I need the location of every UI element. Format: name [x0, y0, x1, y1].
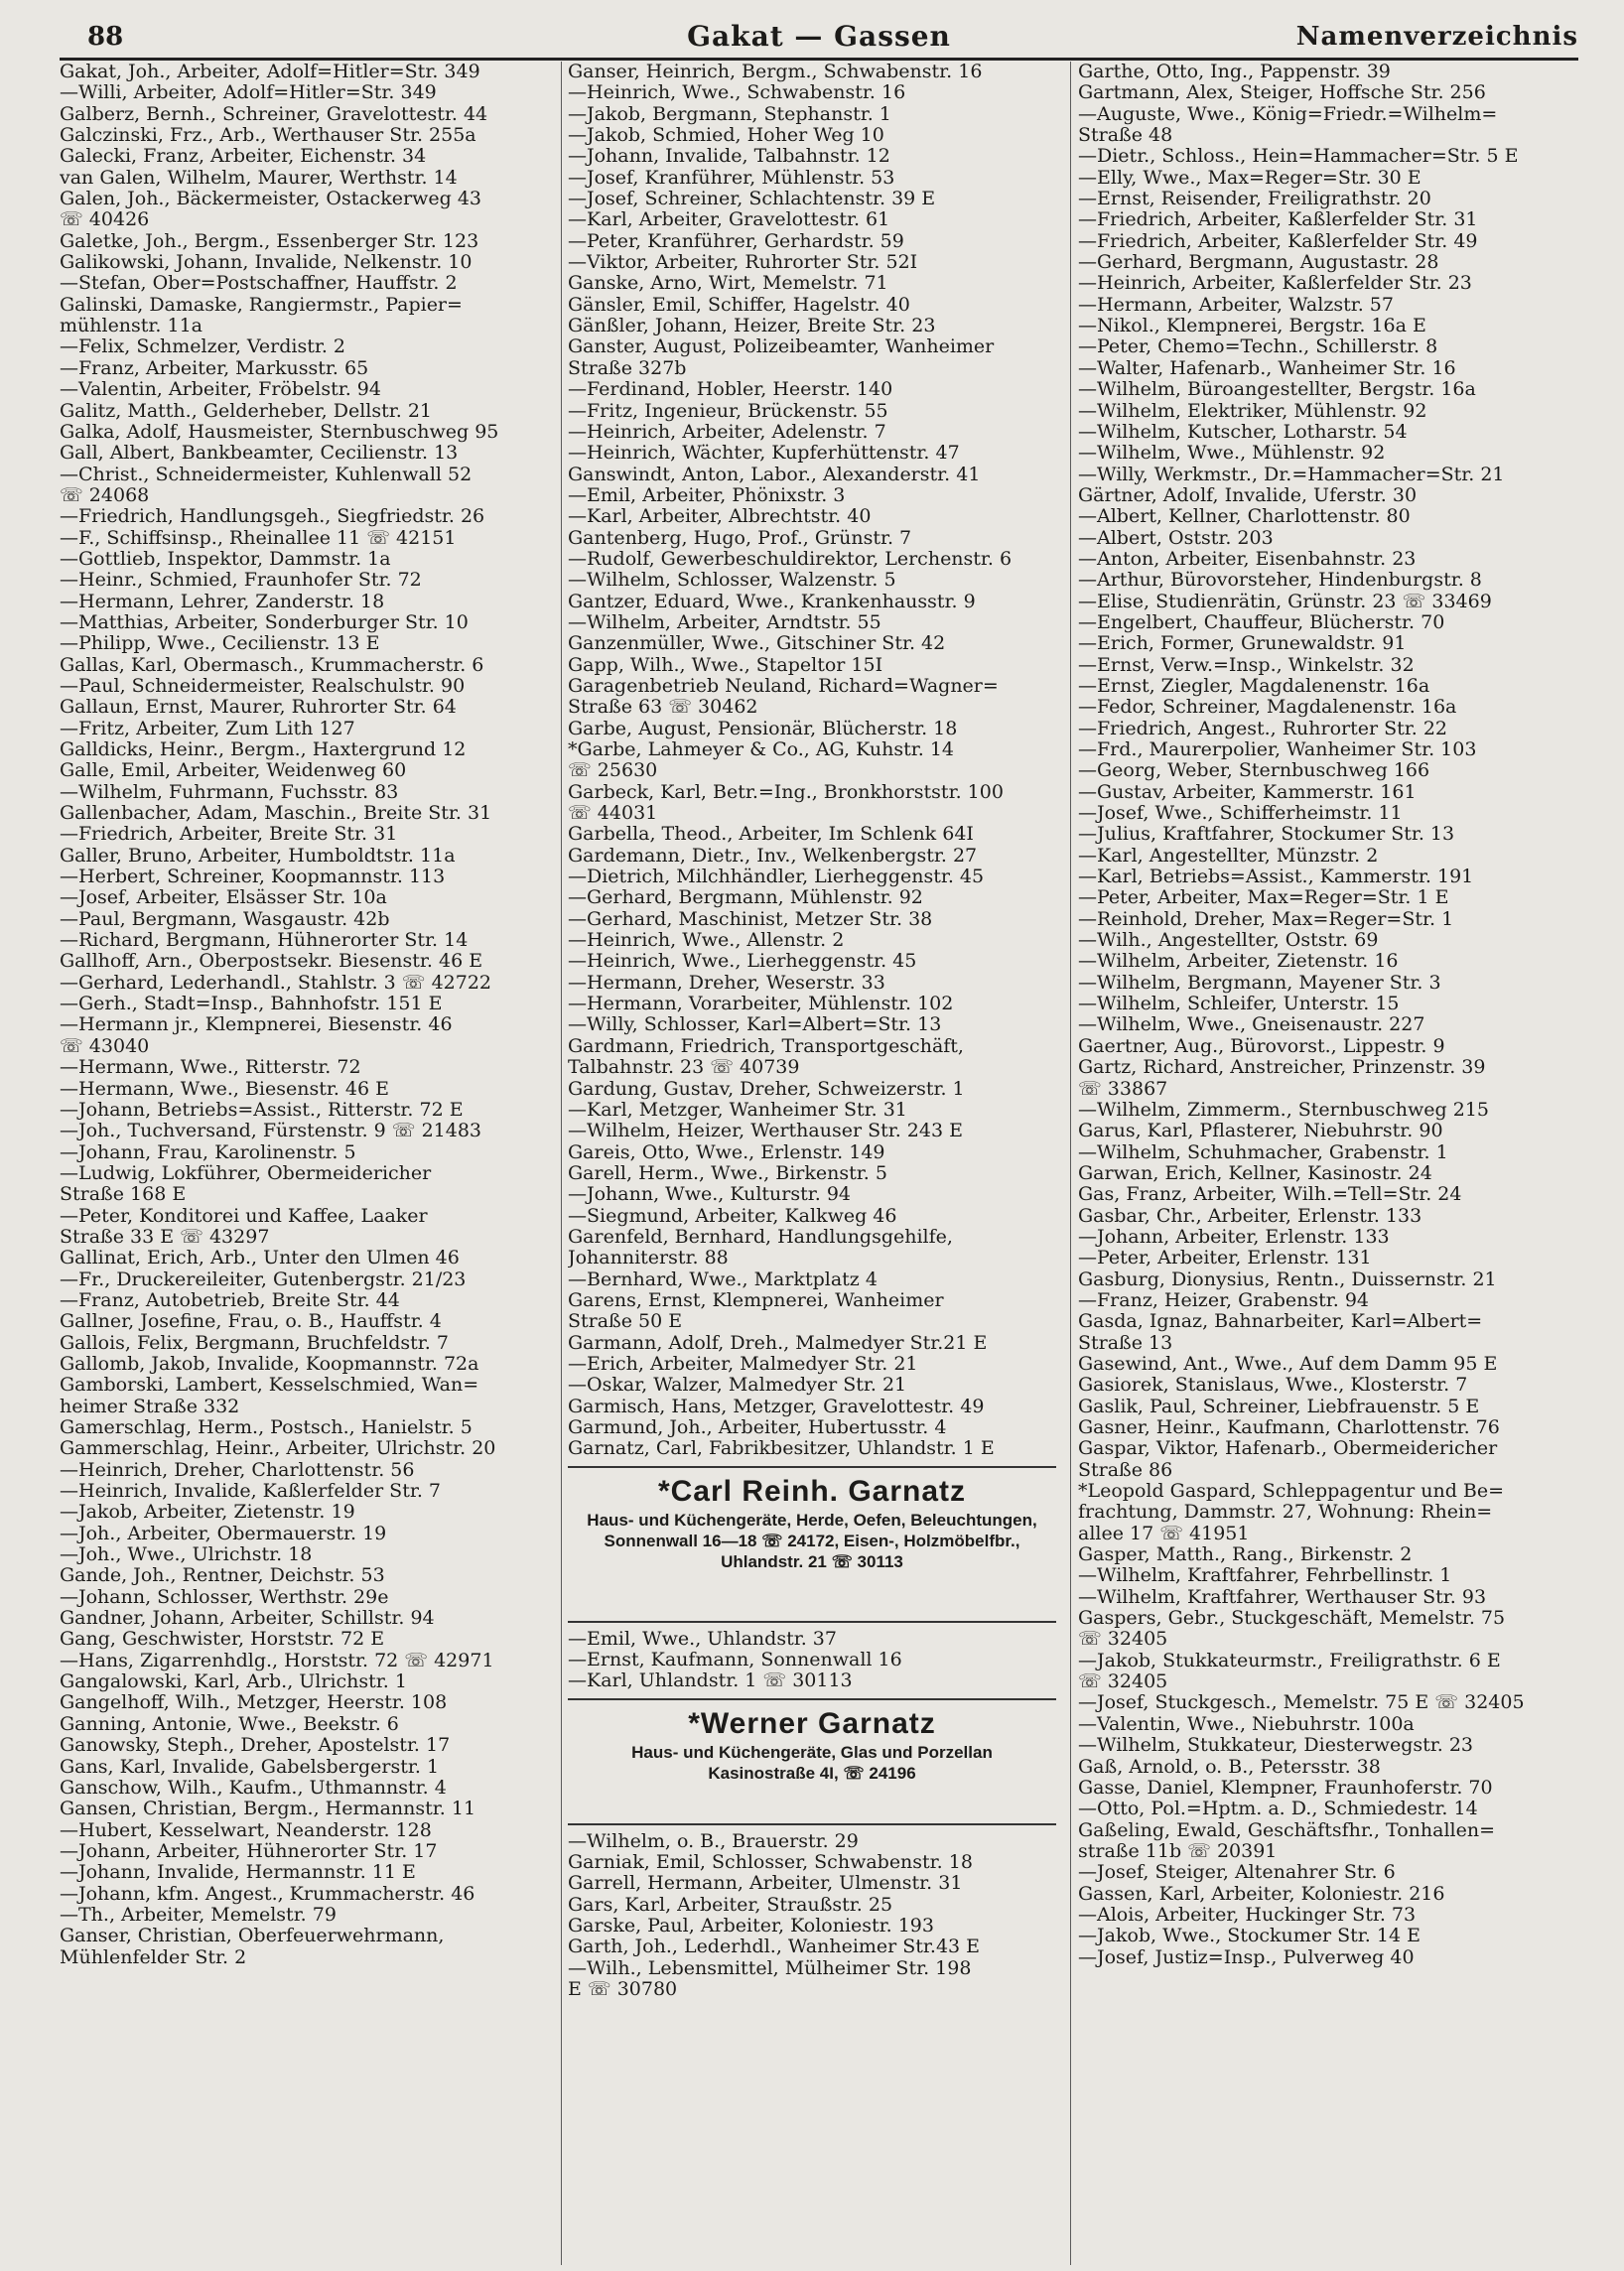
directory-entry: Gakat, Joh., Arbeiter, Adolf=Hitler=Str. 349 [60, 62, 480, 82]
directory-entry: —Karl, Betriebs=Assist., Kammerstr. 191 [1078, 866, 1474, 888]
directory-entry: —Fritz, Ingenieur, Brückenstr. 55 [568, 399, 888, 422]
directory-entry: Straße 33 E ☏ 43297 [60, 1225, 270, 1248]
directory-entry: —Richard, Bergmann, Hühnerorter Str. 14 [60, 929, 469, 952]
directory-entry: frachtung, Dammstr. 27, Wohnung: Rhein= [1078, 1501, 1493, 1524]
directory-entry: *Leopold Gaspard, Schleppagentur und Be= [1078, 1480, 1505, 1503]
running-title: Gakat — Gassen [687, 20, 951, 53]
directory-entry: Gallomb, Jakob, Invalide, Koopmannstr. 72a [60, 1352, 479, 1375]
directory-entry: —Karl, Metzger, Wanheimer Str. 31 [568, 1098, 907, 1121]
directory-entry: Galetke, Joh., Bergm., Essenberger Str. 123 [60, 229, 479, 252]
directory-entry: —Franz, Arbeiter, Markusstr. 65 [60, 356, 369, 379]
directory-entry: ☏ 25630 [568, 759, 658, 782]
page-header [60, 14, 1578, 61]
directory-entry: —Ernst, Ziegler, Magdalenenstr. 16a [1078, 674, 1430, 697]
directory-entry: Gallois, Felix, Bergmann, Bruchfeldstr. 7 [60, 1331, 449, 1354]
directory-entry: —Gottlieb, Inspektor, Dammstr. 1a [60, 547, 391, 570]
directory-entry: —Gerhard, Bergmann, Augustastr. 28 [1078, 251, 1439, 274]
directory-entry: Straße 48 [1078, 124, 1173, 147]
directory-entry: —Felix, Schmelzer, Verdistr. 2 [60, 335, 345, 358]
directory-entry: —Karl, Uhlandstr. 1 ☏ 30113 [568, 1670, 853, 1692]
directory-entry: Straße 168 E [60, 1183, 187, 1206]
directory-entry: Garnatz, Carl, Fabrikbesitzer, Uhlandstr. 1 E [568, 1437, 995, 1460]
directory-entry: —Walter, Hafenarb., Wanheimer Str. 16 [1078, 356, 1456, 379]
directory-entry: —Willi, Arbeiter, Adolf=Hitler=Str. 349 [60, 81, 437, 104]
directory-entry: —Emil, Arbeiter, Phönixstr. 3 [568, 483, 846, 506]
directory-entry: —Hermann, Dreher, Weserstr. 33 [568, 971, 885, 994]
directory-entry: —Dietr., Schloss., Hein=Hammacher=Str. 5 E [1078, 145, 1519, 168]
directory-entry: —Wilhelm, Schleifer, Unterstr. 15 [1078, 993, 1400, 1015]
directory-entry: Straße 86 [1078, 1458, 1173, 1481]
directory-entry: Gasda, Ignaz, Bahnarbeiter, Karl=Albert= [1078, 1310, 1483, 1333]
directory-entry: —Johann, Invalide, Talbahnstr. 12 [568, 145, 890, 168]
directory-entry: Gallenbacher, Adam, Maschin., Breite Str. 31 [60, 802, 492, 825]
directory-entry: —Friedrich, Arbeiter, Kaßlerfelder Str. 31 [1078, 208, 1478, 231]
directory-entry: Gassen, Karl, Arbeiter, Koloniestr. 216 [1078, 1882, 1445, 1905]
directory-entry: —Stefan, Ober=Postschaffner, Hauffstr. 2 [60, 272, 458, 295]
directory-entry: —Heinrich, Dreher, Charlottenstr. 56 [60, 1458, 415, 1481]
directory-entry: Garell, Herm., Wwe., Birkenstr. 5 [568, 1161, 887, 1184]
directory-entry: —Heinrich, Arbeiter, Kaßlerfelder Str. 23 [1078, 272, 1472, 295]
directory-entry: —Otto, Pol.=Hptm. a. D., Schmiedestr. 14 [1078, 1798, 1478, 1820]
directory-entry: Gandner, Johann, Arbeiter, Schillstr. 94 [60, 1607, 435, 1630]
directory-entry: —Th., Arbeiter, Memelstr. 79 [60, 1903, 337, 1926]
directory-entry: Ganser, Christian, Oberfeuerwehrmann, [60, 1925, 445, 1947]
directory-entry: Gammerschlag, Heinr., Arbeiter, Ulrichstr. 20 [60, 1437, 496, 1460]
directory-entry: —Franz, Heizer, Grabenstr. 94 [1078, 1288, 1370, 1311]
directory-entry: Ganzenmüller, Wwe., Gitschiner Str. 42 [568, 632, 946, 655]
directory-entry: Garbeck, Karl, Betr.=Ing., Bronkhorststr. 100 [568, 780, 1004, 803]
directory-entry: —Philipp, Wwe., Cecilienstr. 13 E [60, 632, 380, 655]
directory-entry: —Josef, Stuckgesch., Memelstr. 75 E ☏ 32405 [1078, 1691, 1525, 1714]
directory-entry: —Willy, Werkmstr., Dr.=Hammacher=Str. 21 [1078, 463, 1505, 485]
directory-entry: Galitz, Matth., Gelderheber, Dellstr. 21 [60, 399, 433, 422]
directory-column-1 [60, 62, 548, 1968]
directory-entry: Gas, Franz, Arbeiter, Wilh.=Tell=Str. 24 [1078, 1183, 1462, 1206]
directory-entry: —Anton, Arbeiter, Eisenbahnstr. 23 [1078, 547, 1417, 570]
directory-entry: Gasburg, Dionysius, Rentn., Duissernstr. 21 [1078, 1268, 1497, 1290]
directory-entry: —Johann, Arbeiter, Hühnerorter Str. 17 [60, 1839, 438, 1862]
directory-entry: —Paul, Bergmann, Wasgaustr. 42b [60, 907, 390, 930]
directory-entry: Ganster, August, Polizeibeamter, Wanheimer [568, 335, 995, 358]
directory-entry: Galler, Bruno, Arbeiter, Humboldtstr. 11a [60, 844, 456, 867]
directory-entry: Gang, Geschwister, Horststr. 72 E [60, 1628, 385, 1651]
section-title: Namenverzeichnis [1295, 22, 1578, 52]
directory-entry: Gartz, Richard, Anstreicher, Prinzenstr. 39 [1078, 1056, 1486, 1079]
directory-entry: —Friedrich, Handlungsgeh., Siegfriedstr. 26 [60, 505, 485, 528]
directory-entry: Galle, Emil, Arbeiter, Weidenweg 60 [60, 759, 407, 782]
directory-entry: Garth, Joh., Lederhdl., Wanheimer Str.43 E [568, 1936, 981, 1958]
directory-entry: ☏ 24068 [60, 483, 150, 506]
directory-entry: —Karl, Angestellter, Münzstr. 2 [1078, 844, 1379, 867]
directory-entry: —Wilh., Angestellter, Oststr. 69 [1078, 929, 1379, 952]
directory-entry: Garenfeld, Bernhard, Handlungsgehilfe, [568, 1225, 953, 1248]
directory-entry: —Hermann jr., Klempnerei, Biesenstr. 46 [60, 1013, 453, 1036]
directory-entry: Gardmann, Friedrich, Transportgeschäft, [568, 1034, 964, 1057]
directory-entry: Garagenbetrieb Neuland, Richard=Wagner= [568, 674, 999, 697]
directory-entry: Johanniterstr. 88 [568, 1247, 729, 1269]
directory-entry: Garus, Karl, Pflasterer, Niebuhrstr. 90 [1078, 1120, 1443, 1142]
directory-entry: —Joh., Wwe., Ulrichstr. 18 [60, 1543, 313, 1566]
directory-entry: —Wilhelm, Kraftfahrer, Werthauser Str. 93 [1078, 1585, 1487, 1608]
column-2-entries-b [568, 1629, 1056, 1692]
directory-entry: Garthe, Otto, Ing., Pappenstr. 39 [1078, 62, 1391, 82]
directory-entry: —Heinrich, Wwe., Lierheggenstr. 45 [568, 950, 917, 973]
directory-entry: Gallaun, Ernst, Maurer, Ruhrorter Str. 64 [60, 696, 457, 719]
directory-entry: Gapp, Wilh., Wwe., Stapeltor 15I [568, 653, 883, 676]
directory-entry: —Wilhelm, Bergmann, Mayener Str. 3 [1078, 971, 1441, 994]
directory-entry: —Rudolf, Gewerbeschuldirektor, Lerchenstr. 6 [568, 547, 1013, 570]
directory-entry: Gasbar, Chr., Arbeiter, Erlenstr. 133 [1078, 1204, 1422, 1227]
directory-column-3 [1078, 62, 1566, 1968]
directory-entry: Gangalowski, Karl, Arb., Ulrichstr. 1 [60, 1670, 407, 1693]
directory-entry: —Willy, Schlosser, Karl=Albert=Str. 13 [568, 1013, 942, 1036]
directory-entry: —Josef, Steiger, Altenahrer Str. 6 [1078, 1861, 1396, 1884]
directory-entry: —Fedor, Schreiner, Magdalenenstr. 16a [1078, 696, 1457, 719]
directory-entry: —Wilhelm, Kutscher, Lotharstr. 54 [1078, 420, 1408, 443]
directory-column-2 [568, 62, 1056, 2000]
directory-entry: —Hermann, Arbeiter, Walzstr. 57 [1078, 293, 1394, 316]
directory-entry: —Engelbert, Chauffeur, Blücherstr. 70 [1078, 610, 1445, 633]
directory-entry: —Reinhold, Dreher, Max=Reger=Str. 1 [1078, 907, 1454, 930]
directory-entry: Galldicks, Heinr., Bergm., Haxtergrund 12 [60, 738, 467, 760]
directory-entry: Garmann, Adolf, Dreh., Malmedyer Str.21 E [568, 1331, 988, 1354]
directory-entry: —Wilhelm, Stukkateur, Diesterwegstr. 23 [1078, 1734, 1474, 1757]
directory-entry: Galecki, Franz, Arbeiter, Eichenstr. 34 [60, 145, 427, 168]
directory-entry: —Erich, Arbeiter, Malmedyer Str. 21 [568, 1352, 918, 1375]
directory-entry: —Wilhelm, Elektriker, Mühlenstr. 92 [1078, 399, 1427, 422]
ad-company-name: *Werner Garnatz [688, 1706, 936, 1740]
directory-entry: —Johann, kfm. Angest., Krummacherstr. 46 [60, 1882, 475, 1905]
directory-entry: Talbahnstr. 23 ☏ 40739 [568, 1056, 800, 1079]
directory-entry: E ☏ 30780 [568, 1978, 678, 2001]
directory-entry: —Ernst, Verw.=Insp., Winkelstr. 32 [1078, 653, 1415, 676]
directory-entry: Gasse, Daniel, Klempner, Fraunhoferstr. 70 [1078, 1776, 1493, 1799]
directory-entry: —Johann, Invalide, Hermannstr. 11 E [60, 1861, 416, 1884]
directory-entry: —Siegmund, Arbeiter, Kalkweg 46 [568, 1204, 897, 1227]
directory-entry: —Albert, Oststr. 203 [1078, 526, 1274, 549]
directory-entry: Ganske, Arno, Wirt, Memelstr. 71 [568, 272, 888, 295]
directory-entry: Gärtner, Adolf, Invalide, Uferstr. 30 [1078, 483, 1418, 506]
directory-entry: —Oskar, Walzer, Malmedyer Str. 21 [568, 1374, 907, 1397]
directory-entry: Ganswindt, Anton, Labor., Alexanderstr. 41 [568, 463, 981, 485]
directory-entry: —Dietrich, Milchhändler, Lierheggenstr. 45 [568, 866, 985, 888]
directory-entry: Garrell, Hermann, Arbeiter, Ulmenstr. 31 [568, 1872, 963, 1895]
directory-entry: —Johann, Schlosser, Werthstr. 29e [60, 1585, 389, 1608]
directory-entry: Garbe, August, Pensionär, Blücherstr. 18 [568, 717, 958, 739]
directory-entry: —Johann, Frau, Karolinenstr. 5 [60, 1140, 356, 1163]
column-2-entries-a [568, 62, 1056, 1460]
directory-entry: —Jakob, Bergmann, Stephanstr. 1 [568, 102, 891, 125]
directory-entry: —Wilhelm, Schuhmacher, Grabenstr. 1 [1078, 1140, 1448, 1163]
directory-entry: Gasiorek, Stanislaus, Wwe., Klosterstr. 7 [1078, 1374, 1468, 1397]
directory-entry: —Julius, Kraftfahrer, Stockumer Str. 13 [1078, 823, 1455, 846]
directory-entry: Gars, Karl, Arbeiter, Straußstr. 25 [568, 1893, 893, 1916]
directory-entry: Garwan, Erich, Kellner, Kasinostr. 24 [1078, 1161, 1432, 1184]
directory-entry: Straße 63 ☏ 30462 [568, 696, 758, 719]
directory-entry: Galka, Adolf, Hausmeister, Sternbuschweg 95 [60, 420, 499, 443]
directory-entry: —Hubert, Kesselwart, Neanderstr. 128 [60, 1818, 432, 1841]
directory-entry: Ganowsky, Steph., Dreher, Apostelstr. 17 [60, 1734, 451, 1757]
directory-entry: —Ernst, Kaufmann, Sonnenwall 16 [568, 1649, 902, 1671]
directory-entry: —Ernst, Reisender, Freiligrathstr. 20 [1078, 188, 1431, 210]
directory-entry: —Frd., Maurerpolier, Wanheimer Str. 103 [1078, 738, 1477, 760]
directory-entry: —Johann, Wwe., Kulturstr. 94 [568, 1183, 852, 1206]
directory-entry: —Karl, Arbeiter, Gravelottestr. 61 [568, 208, 890, 231]
directory-entry: —Jakob, Stukkateurmstr., Freiligrathstr. 6 E [1078, 1649, 1501, 1671]
column-divider [1070, 62, 1071, 2265]
directory-entry: Gaßeling, Ewald, Geschäftsfhr., Tonhallen= [1078, 1818, 1496, 1841]
directory-entry: van Galen, Wilhelm, Maurer, Werthstr. 14 [60, 166, 458, 189]
directory-entry: —Wilhelm, Fuhrmann, Fuchsstr. 83 [60, 780, 399, 803]
directory-entry: Gaslik, Paul, Schreiner, Liebfrauenstr. 5 E [1078, 1395, 1480, 1417]
directory-entry: Gardemann, Dietr., Inv., Welkenbergstr. 27 [568, 844, 978, 867]
directory-entry: —Josef, Arbeiter, Elsässer Str. 10a [60, 886, 387, 909]
directory-entry: —Gerhard, Bergmann, Mühlenstr. 92 [568, 886, 923, 909]
directory-entry: ☏ 32405 [1078, 1628, 1168, 1651]
directory-entry: —Valentin, Arbeiter, Fröbelstr. 94 [60, 378, 381, 401]
directory-entry: Garniak, Emil, Schlosser, Schwabenstr. 18 [568, 1851, 973, 1874]
directory-entry: Gantzer, Eduard, Wwe., Krankenhausstr. 9 [568, 590, 976, 612]
directory-entry: —Paul, Schneidermeister, Realschulstr. 90 [60, 674, 466, 697]
directory-entry: Gallinat, Erich, Arb., Unter den Ulmen 46 [60, 1247, 460, 1269]
directory-entry: —Josef, Wwe., Schifferheimstr. 11 [1078, 802, 1403, 825]
directory-entry: —Hermann, Lehrer, Zanderstr. 18 [60, 590, 385, 612]
directory-entry: Gaß, Arnold, o. B., Petersstr. 38 [1078, 1755, 1381, 1778]
directory-entry: —Fr., Druckereileiter, Gutenbergstr. 21/23 [60, 1268, 467, 1290]
directory-entry: allee 17 ☏ 41951 [1078, 1522, 1250, 1544]
directory-entry: —Hermann, Vorarbeiter, Mühlenstr. 102 [568, 993, 954, 1015]
directory-entry: —Wilhelm, Arbeiter, Zietenstr. 16 [1078, 950, 1399, 973]
directory-entry: —Nikol., Klempnerei, Bergstr. 16a E [1078, 315, 1426, 337]
directory-entry: —Wilh., Lebensmittel, Mülheimer Str. 198 [568, 1956, 972, 1979]
directory-entry: ☏ 40426 [60, 208, 150, 231]
directory-entry: Gallhoff, Arn., Oberpostsekr. Biesenstr. 46 E [60, 950, 483, 973]
directory-entry: Galinski, Damaske, Rangiermstr., Papier= [60, 293, 463, 316]
directory-entry: —Peter, Chemo=Techn., Schillerstr. 8 [1078, 335, 1438, 358]
directory-entry: —Franz, Autobetrieb, Breite Str. 44 [60, 1288, 400, 1311]
directory-entry: —Heinr., Schmied, Fraunhofer Str. 72 [60, 569, 422, 592]
directory-entry: —Jakob, Schmied, Hoher Weg 10 [568, 124, 884, 147]
directory-entry: ☏ 33867 [1078, 1077, 1168, 1100]
directory-entry: —Gustav, Arbeiter, Kammerstr. 161 [1078, 780, 1417, 803]
directory-entry: Ganser, Heinrich, Bergm., Schwabenstr. 16 [568, 62, 983, 82]
directory-entry: Gasper, Matth., Rang., Birkenstr. 2 [1078, 1543, 1413, 1566]
directory-entry: —Hans, Zigarrenhdlg., Horststr. 72 ☏ 42971 [60, 1649, 494, 1671]
directory-entry: *Garbe, Lahmeyer & Co., AG, Kuhstr. 14 [568, 738, 955, 760]
directory-entry: Straße 50 E [568, 1310, 683, 1333]
directory-entry: Gallas, Karl, Obermasch., Krummacherstr. 6 [60, 653, 484, 676]
directory-entry: Gardung, Gustav, Dreher, Schweizerstr. 1 [568, 1077, 965, 1100]
directory-entry: —Georg, Weber, Sternbuschweg 166 [1078, 759, 1430, 782]
directory-entry: —Gerhard, Maschinist, Metzer Str. 38 [568, 907, 933, 930]
directory-entry: —Elise, Studienrätin, Grünstr. 23 ☏ 33469 [1078, 590, 1492, 612]
directory-entry: —Josef, Schreiner, Schlachtenstr. 39 E [568, 188, 936, 210]
directory-entry: Gans, Karl, Invalide, Gabelsbergerstr. 1 [60, 1755, 440, 1778]
directory-entry: —Wilhelm, Wwe., Mühlenstr. 92 [1078, 442, 1386, 465]
directory-entry: Gasner, Heinr., Kaufmann, Charlottenstr. 76 [1078, 1416, 1500, 1438]
directory-entry: —Ferdinand, Hobler, Heerstr. 140 [568, 378, 893, 401]
directory-entry: —Heinrich, Wächter, Kupferhüttenstr. 47 [568, 442, 960, 465]
directory-entry: —Herbert, Schreiner, Koopmannstr. 113 [60, 866, 446, 888]
directory-entry: —Heinrich, Arbeiter, Adelenstr. 7 [568, 420, 886, 443]
directory-entry: —Wilhelm, Kraftfahrer, Fehrbellinstr. 1 [1078, 1564, 1452, 1587]
directory-entry: —Heinrich, Invalide, Kaßlerfelder Str. 7 [60, 1480, 441, 1503]
directory-entry: Gaertner, Aug., Bürovorst., Lippestr. 9 [1078, 1034, 1445, 1057]
directory-entry: straße 11b ☏ 20391 [1078, 1839, 1278, 1862]
directory-entry: Ganning, Antonie, Wwe., Beekstr. 6 [60, 1712, 399, 1735]
directory-entry: Garens, Ernst, Klempnerei, Wanheimer [568, 1288, 944, 1311]
directory-entry: —Hermann, Wwe., Biesenstr. 46 E [60, 1077, 390, 1100]
directory-entry: Garbella, Theod., Arbeiter, Im Schlenk 64I [568, 823, 974, 846]
directory-entry: Straße 327b [568, 356, 687, 379]
directory-entry: Gasewind, Ant., Wwe., Auf dem Damm 95 E [1078, 1352, 1498, 1375]
directory-entry: —Peter, Konditorei und Kaffee, Laaker [60, 1204, 428, 1227]
directory-entry: —Peter, Arbeiter, Max=Reger=Str. 1 E [1078, 886, 1449, 909]
directory-entry: —Wilhelm, Heizer, Werthauser Str. 243 E [568, 1120, 963, 1142]
directory-entry: Gangelhoff, Wilh., Metzger, Heerstr. 108 [60, 1691, 448, 1714]
directory-entry: Gansen, Christian, Bergm., Hermannstr. 11 [60, 1798, 476, 1820]
directory-entry: Galen, Joh., Bäckermeister, Ostackerweg 43 [60, 188, 482, 210]
directory-entry: Garske, Paul, Arbeiter, Koloniestr. 193 [568, 1915, 934, 1937]
directory-entry: Gamborski, Lambert, Kesselschmied, Wan= [60, 1374, 479, 1397]
directory-entry: —Gerhard, Lederhandl., Stahlstr. 3 ☏ 42722 [60, 971, 492, 994]
directory-entry: —Albert, Kellner, Charlottenstr. 80 [1078, 505, 1411, 528]
directory-entry: Gänßler, Johann, Heizer, Breite Str. 23 [568, 315, 936, 337]
directory-entry: —Friedrich, Angest., Ruhrorter Str. 22 [1078, 717, 1448, 739]
directory-entry: Garmund, Joh., Arbeiter, Hubertusstr. 4 [568, 1416, 947, 1438]
directory-entry: —F., Schiffsinsp., Rheinallee 11 ☏ 42151 [60, 526, 457, 549]
directory-entry: Gartmann, Alex, Steiger, Hoffsche Str. 256 [1078, 81, 1486, 104]
advertisement-carl-garnatz [568, 1466, 1056, 1623]
directory-entry: —Peter, Arbeiter, Erlenstr. 131 [1078, 1247, 1372, 1269]
directory-entry: —Joh., Tuchversand, Fürstenstr. 9 ☏ 21483 [60, 1120, 482, 1142]
directory-entry: Ganschow, Wilh., Kaufm., Uthmannstr. 4 [60, 1776, 447, 1799]
directory-entry: —Wilhelm, Wwe., Gneisenaustr. 227 [1078, 1013, 1425, 1036]
directory-entry: —Johann, Arbeiter, Erlenstr. 133 [1078, 1225, 1390, 1248]
directory-entry: Gall, Albert, Bankbeamter, Cecilienstr. 13 [60, 442, 459, 465]
directory-entry: Galczinski, Frz., Arb., Werthauser Str. 255a [60, 124, 476, 147]
directory-entry: —Wilhelm, o. B., Brauerstr. 29 [568, 1829, 859, 1852]
directory-entry: —Joh., Arbeiter, Obermauerstr. 19 [60, 1522, 387, 1544]
directory-entry: —Elly, Wwe., Max=Reger=Str. 30 E [1078, 166, 1421, 189]
directory-entry: —Johann, Betriebs=Assist., Ritterstr. 72 E [60, 1098, 464, 1121]
directory-entry: —Fritz, Arbeiter, Zum Lith 127 [60, 717, 355, 739]
directory-entry: Gamerschlag, Herm., Postsch., Hanielstr. 5 [60, 1416, 473, 1438]
directory-entry: —Arthur, Bürovorsteher, Hindenburgstr. 8 [1078, 569, 1482, 592]
directory-entry: —Friedrich, Arbeiter, Breite Str. 31 [60, 823, 398, 846]
directory-entry: —Heinrich, Wwe., Allenstr. 2 [568, 929, 845, 952]
directory-entry: Straße 13 [1078, 1331, 1173, 1354]
ad-description: Haus- und Küchengeräte, Herde, Oefen, Beleuchtungen, Sonnenwall 16—18 ☏ 24172, Eisen-, Holzmöbelfbr., Uhlandstr. 21 ☏ 30113 [587, 1510, 1037, 1571]
directory-entry: —Jakob, Arbeiter, Zietenstr. 19 [60, 1501, 355, 1524]
ad-company-name: *Carl Reinh. Garnatz [657, 1474, 967, 1508]
directory-entry: —Wilhelm, Schlosser, Walzenstr. 5 [568, 569, 896, 592]
directory-entry: Galikowski, Johann, Invalide, Nelkenstr. 10 [60, 251, 473, 274]
directory-entry: Galberz, Bernh., Schreiner, Gravelottestr. 44 [60, 102, 488, 125]
directory-entry: mühlenstr. 11a [60, 315, 203, 337]
directory-entry: Gaspar, Viktor, Hafenarb., Obermeidericher [1078, 1437, 1498, 1460]
directory-entry: —Valentin, Wwe., Niebuhrstr. 100a [1078, 1712, 1415, 1735]
directory-entry: —Bernhard, Wwe., Marktplatz 4 [568, 1268, 878, 1290]
page-number: 88 [87, 22, 124, 52]
advertisement-werner-garnatz [568, 1698, 1056, 1825]
directory-entry: —Christ., Schneidermeister, Kuhlenwall 52 [60, 463, 473, 485]
directory-entry: —Emil, Wwe., Uhlandstr. 37 [568, 1627, 837, 1650]
directory-entry: ☏ 32405 [1078, 1670, 1168, 1693]
directory-entry: —Josef, Kranführer, Mühlenstr. 53 [568, 166, 895, 189]
directory-entry: —Ludwig, Lokführer, Obermeidericher [60, 1161, 432, 1184]
directory-entry: —Jakob, Wwe., Stockumer Str. 14 E [1078, 1925, 1421, 1947]
directory-entry: Gantenberg, Hugo, Prof., Grünstr. 7 [568, 526, 912, 549]
column-divider [561, 62, 562, 2265]
directory-entry: heimer Straße 332 [60, 1395, 240, 1417]
directory-entry: —Friedrich, Arbeiter, Kaßlerfelder Str. 49 [1078, 229, 1478, 252]
directory-entry: —Peter, Kranführer, Gerhardstr. 59 [568, 229, 904, 252]
directory-entry: ☏ 43040 [60, 1034, 150, 1057]
directory-entry: Gareis, Otto, Wwe., Erlenstr. 149 [568, 1140, 885, 1163]
directory-entry: Gallner, Josefine, Frau, o. B., Hauffstr. 4 [60, 1310, 442, 1333]
directory-entry: Gänsler, Emil, Schiffer, Hagelstr. 40 [568, 293, 910, 316]
directory-entry: —Hermann, Wwe., Ritterstr. 72 [60, 1056, 361, 1079]
directory-entry: —Wilhelm, Arbeiter, Arndtstr. 55 [568, 610, 881, 633]
directory-entry: —Alois, Arbeiter, Huckinger Str. 73 [1078, 1903, 1417, 1926]
ad-description: Haus- und Küchengeräte, Glas und Porzellan Kasinostraße 4I, ☏ 24196 [631, 1742, 993, 1783]
directory-entry: —Viktor, Arbeiter, Ruhrorter Str. 52I [568, 251, 918, 274]
directory-entry: —Wilhelm, Büroangestellter, Bergstr. 16a [1078, 378, 1476, 401]
directory-entry: —Karl, Arbeiter, Albrechtstr. 40 [568, 505, 872, 528]
directory-entry: Gande, Joh., Rentner, Deichstr. 53 [60, 1564, 385, 1587]
column-2-entries-c [568, 1831, 1056, 2001]
directory-entry: Gaspers, Gebr., Stuckgeschäft, Memelstr. 75 [1078, 1607, 1506, 1630]
directory-entry: ☏ 44031 [568, 802, 658, 825]
directory-entry: —Wilhelm, Zimmerm., Sternbuschweg 215 [1078, 1098, 1489, 1121]
directory-entry: —Erich, Former, Grunewaldstr. 91 [1078, 632, 1407, 655]
directory-entry: Garmisch, Hans, Metzger, Gravelottestr. 49 [568, 1395, 985, 1417]
directory-entry: —Gerh., Stadt=Insp., Bahnhofstr. 151 E [60, 993, 443, 1015]
directory-entry: —Josef, Justiz=Insp., Pulverweg 40 [1078, 1945, 1415, 1968]
directory-entry: —Auguste, Wwe., König=Friedr.=Wilhelm= [1078, 102, 1498, 125]
directory-entry: —Heinrich, Wwe., Schwabenstr. 16 [568, 81, 906, 104]
directory-entry: —Matthias, Arbeiter, Sonderburger Str. 10 [60, 610, 469, 633]
directory-entry: Mühlenfelder Str. 2 [60, 1945, 247, 1968]
